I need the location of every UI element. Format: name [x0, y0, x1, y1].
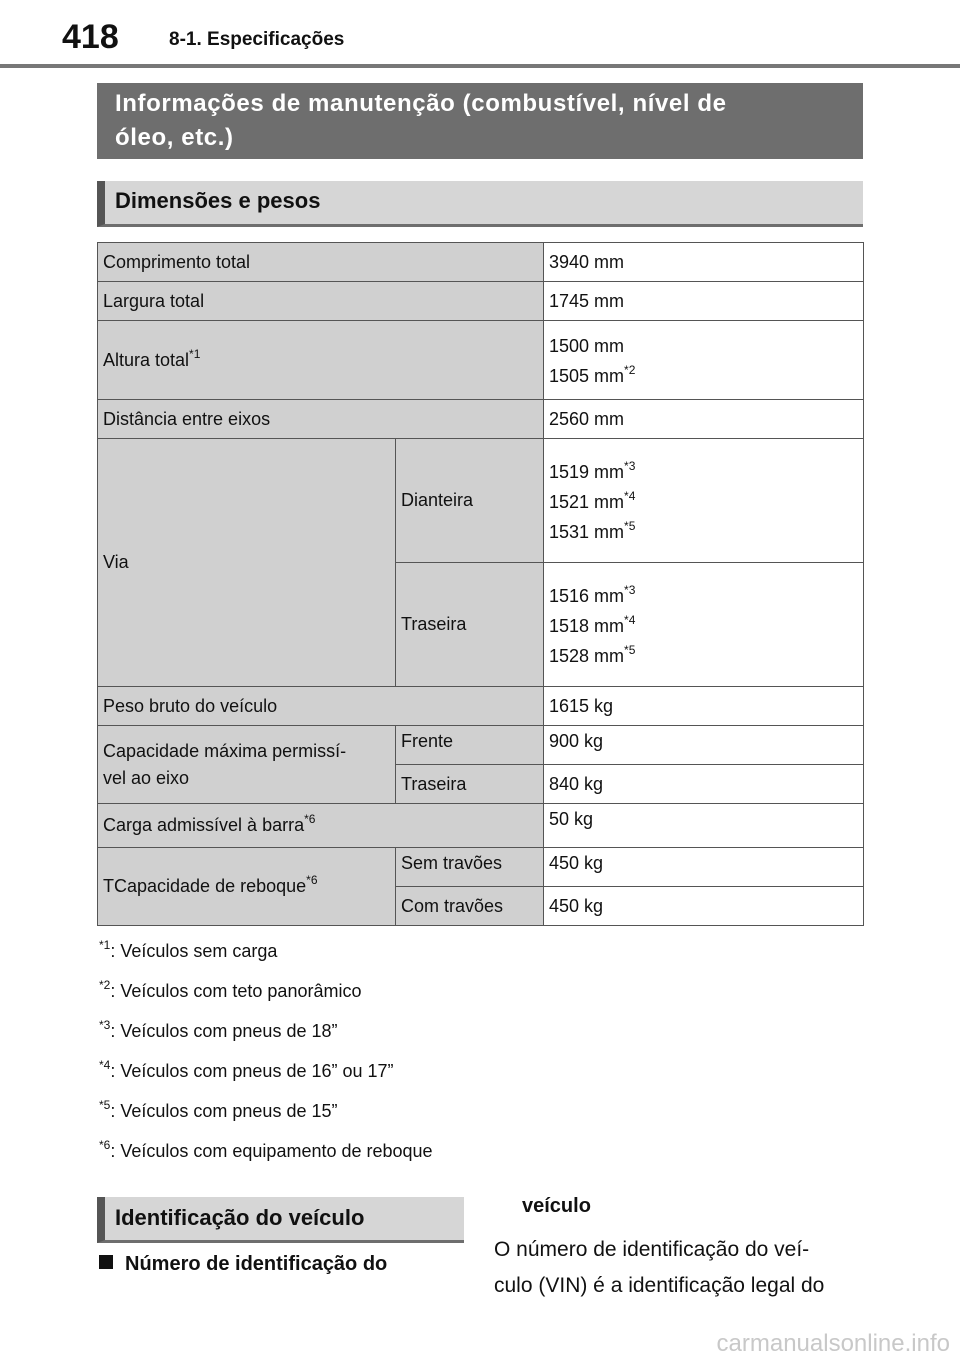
footnote-mark: *5 [99, 1098, 111, 1112]
value-text: 1519 mm [549, 461, 625, 482]
watermark: carmanualsonline.info [716, 1330, 950, 1357]
vin-subheading-continued: veículo [522, 1195, 591, 1217]
table-cell-value [544, 563, 864, 687]
table-cell-sublabel: Sem travões [396, 848, 544, 887]
table-row [98, 243, 864, 282]
altura-value-2 [549, 356, 858, 394]
table-cell-label: Peso bruto do veículo [98, 687, 544, 726]
footnote-mark: *6 [99, 1138, 111, 1152]
square-bullet-icon [99, 1255, 113, 1269]
capacidade-label-line-1: Capacidade máxima permissí- [103, 740, 347, 761]
table-cell-value [544, 321, 864, 400]
footnote-text: : Veículos com pneus de 15” [110, 1101, 338, 1121]
value-text: 1518 mm [549, 615, 625, 636]
table-cell-sublabel: Dianteira [396, 439, 544, 563]
footnote-mark: *3 [99, 1018, 111, 1032]
footnote-ref: *6 [304, 812, 316, 826]
table-cell-label [98, 726, 396, 804]
dianteira-value [549, 452, 858, 482]
footnote-ref: *1 [189, 346, 201, 361]
traseira-value [549, 606, 858, 636]
table-cell-label [98, 804, 544, 848]
footnote-mark: *4 [99, 1058, 111, 1072]
table-row [98, 804, 864, 848]
traseira-value [549, 576, 858, 606]
table-cell-value: 450 kg [544, 848, 864, 887]
table-row [98, 400, 864, 439]
dianteira-value [549, 482, 858, 512]
footnote-item [99, 1136, 433, 1176]
footnote-ref: *3 [624, 458, 636, 473]
table-row [98, 282, 864, 321]
table-row [98, 439, 864, 563]
vin-paragraph-line-2: culo (VIN) é a identificação legal do [494, 1274, 825, 1297]
table-row [98, 726, 864, 765]
table-cell-sublabel: Com travões [396, 887, 544, 926]
footnote-ref: *2 [624, 363, 636, 377]
footnote-ref: *6 [306, 873, 318, 887]
page-number: 418 [62, 18, 119, 56]
footnote-ref: *5 [624, 642, 636, 657]
table-cell-value: 1615 kg [544, 687, 864, 726]
table-cell-sublabel: Traseira [396, 765, 544, 804]
table-cell-value: 3940 mm [544, 243, 864, 282]
section-title-line-1: Informações de manutenção (combustível, nível de [115, 90, 727, 117]
section-title-banner [97, 83, 863, 159]
table-cell-value: 900 kg [544, 726, 864, 765]
table-cell-value: 450 kg [544, 887, 864, 926]
footnote-ref: *5 [624, 518, 636, 533]
footnote-item [99, 1056, 433, 1096]
footnote-item [99, 1096, 433, 1136]
capacidade-label-line-2: vel ao eixo [103, 767, 190, 788]
table-row [98, 687, 864, 726]
footnote-ref: *3 [624, 582, 636, 597]
table-cell-label: Largura total [98, 282, 544, 321]
value-text: 1528 mm [549, 645, 625, 666]
footnote-text: : Veículos com pneus de 18” [110, 1021, 338, 1041]
table-cell-value: 840 kg [544, 765, 864, 804]
dimensions-heading: Dimensões e pesos [97, 181, 863, 227]
section-title-line-2: óleo, etc.) [115, 124, 234, 151]
vin-subheading [99, 1253, 387, 1276]
carga-label-text: Carga admissível à barra [103, 815, 305, 835]
altura-value-1: 1500 mm [549, 336, 625, 356]
table-cell-label: Via [98, 439, 396, 687]
vin-subheading-text: Número de identificação do [125, 1253, 388, 1275]
table-row [98, 321, 864, 400]
altura-label-text: Altura total [103, 349, 190, 370]
footnote-mark: *1 [99, 938, 111, 952]
value-text: 1531 mm [549, 521, 625, 542]
footnote-ref: *4 [624, 488, 636, 503]
chapter-title: 8-1. Especificações [169, 29, 345, 50]
vin-paragraph-line-1: O número de identificação do veí- [494, 1238, 810, 1261]
table-cell-value: 50 kg [544, 804, 864, 848]
table-cell-value: 2560 mm [544, 400, 864, 439]
traseira-value [549, 636, 858, 674]
vin-paragraph [494, 1232, 874, 1304]
footnote-text: : Veículos com teto panorâmico [110, 981, 362, 1001]
identification-heading: Identificação do veículo [97, 1197, 464, 1243]
table-cell-label: Comprimento total [98, 243, 544, 282]
footnote-text: : Veículos sem carga [110, 941, 278, 961]
footnote-ref: *4 [624, 612, 636, 627]
footnote-mark: *2 [99, 978, 111, 992]
footnote-text: : Veículos com equipamento de reboque [110, 1141, 433, 1161]
table-cell-sublabel: Traseira [396, 563, 544, 687]
footnote-text: : Veículos com pneus de 16” ou 17” [110, 1061, 394, 1081]
footnote-item [99, 976, 433, 1016]
footnotes [99, 936, 433, 1176]
reboque-label-text: TCapacidade de reboque [103, 876, 307, 896]
footnote-item [99, 936, 433, 976]
table-cell-sublabel: Frente [396, 726, 544, 765]
value-text: 1521 mm [549, 491, 625, 512]
table-cell-value [544, 439, 864, 563]
dimensions-table [97, 242, 864, 926]
value-text: 1516 mm [549, 585, 625, 606]
table-cell-label [98, 848, 396, 926]
footnote-item [99, 1016, 433, 1056]
header-rule [0, 64, 960, 68]
table-cell-value: 1745 mm [544, 282, 864, 321]
table-row [98, 848, 864, 887]
table-cell-label: Distância entre eixos [98, 400, 544, 439]
table-cell-label [98, 321, 544, 400]
dianteira-value [549, 512, 858, 550]
altura-value-2-text: 1505 mm [549, 366, 625, 386]
